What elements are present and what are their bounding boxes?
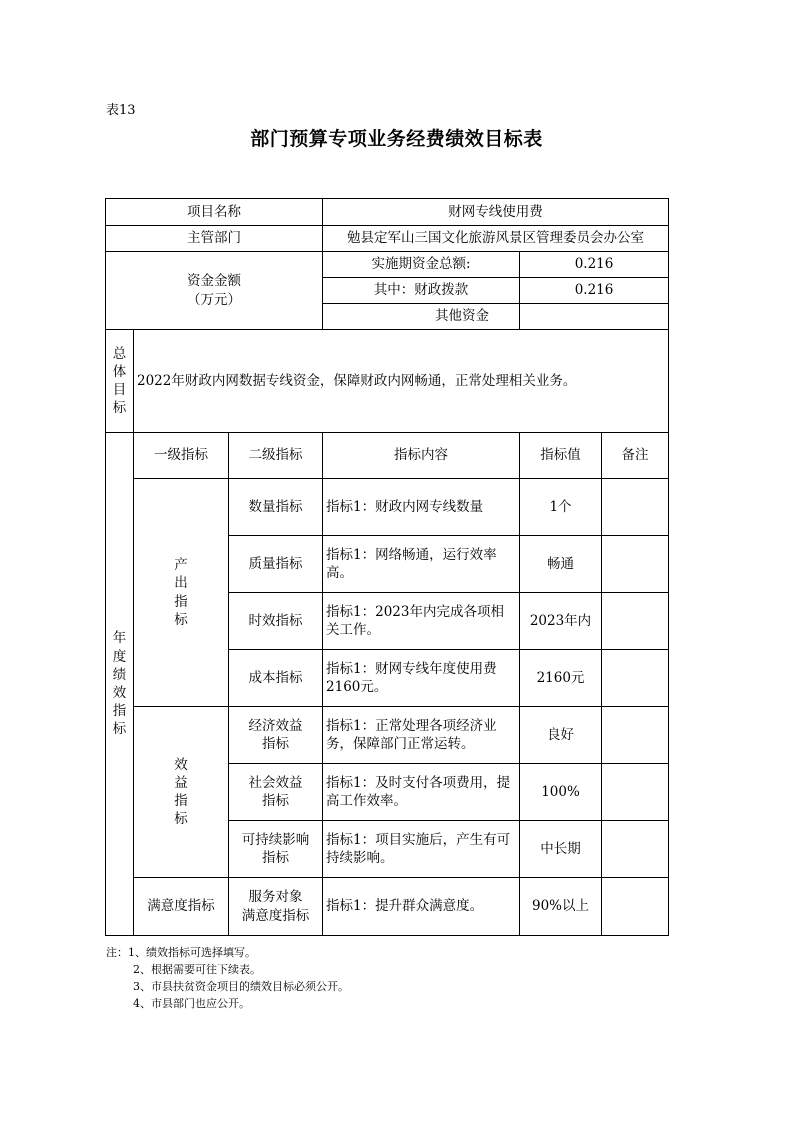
table-row (106, 479, 669, 536)
value-cell: 1个 (520, 479, 602, 536)
funds-other-value (520, 304, 669, 330)
level2-cell: 社会效益 指标 (229, 764, 323, 821)
header-level1: 一级指标 (134, 433, 229, 479)
project-name-value: 财网专线使用费 (323, 199, 669, 226)
content-cell: 指标1：财政内网专线数量 (323, 479, 520, 536)
indicator-header-row (106, 433, 669, 479)
funds-fiscal-value: 0.216 (520, 278, 669, 304)
annual-indicator-label: 年 度 绩 效 指 标 (106, 433, 134, 936)
note-2: 2、根据需要可往下续表。 (133, 963, 261, 976)
remark-cell (602, 479, 669, 536)
overall-goal-text: 2022年财政内网数据专线资金，保障财政内网畅通，正常处理相关业务。 (134, 330, 669, 433)
content-cell: 指标1：正常处理各项经济业务，保障部门正常运转。 (323, 707, 520, 764)
value-cell: 良好 (520, 707, 602, 764)
funds-label-line2: （万元） (187, 291, 241, 308)
value-cell: 2023年内 (520, 593, 602, 650)
content-cell: 指标1：2023年内完成各项相关工作。 (323, 593, 520, 650)
funds-fiscal-label: 其中：财政拨款 (323, 278, 520, 304)
note-4: 4、市县部门也应公开。 (133, 997, 250, 1010)
remark-cell (602, 593, 669, 650)
project-name-label: 项目名称 (106, 199, 323, 226)
funds-total-value: 0.216 (520, 252, 669, 278)
table-row (106, 878, 669, 936)
funds-label-line1: 资金金额 (187, 273, 241, 290)
value-cell: 100% (520, 764, 602, 821)
level2-cell: 可持续影响 指标 (229, 821, 323, 878)
remark-cell (602, 821, 669, 878)
table-row (106, 707, 669, 764)
output-indicator-label: 产 出 指 标 (134, 479, 229, 707)
satisfaction-indicator-label: 满意度指标 (134, 878, 229, 936)
header-content: 指标内容 (323, 433, 520, 479)
remark-cell (602, 707, 669, 764)
content-cell: 指标1：项目实施后，产生有可持续影响。 (323, 821, 520, 878)
value-cell: 2160元 (520, 650, 602, 707)
remark-cell (602, 650, 669, 707)
value-cell: 90%以上 (520, 878, 602, 936)
department-value: 勉县定军山三国文化旅游风景区管理委员会办公室 (323, 226, 669, 252)
remark-cell (602, 764, 669, 821)
project-name-row (106, 199, 669, 226)
overall-goal-row (106, 330, 669, 433)
note-1: 注：1、绩效指标可选择填写。 (106, 946, 256, 959)
page-title: 部门预算专项业务经费绩效目标表 (250, 128, 543, 150)
content-cell: 指标1：提升群众满意度。 (323, 878, 520, 936)
header-remark: 备注 (602, 433, 669, 479)
content-cell: 指标1：网络畅通，运行效率高。 (323, 536, 520, 593)
funds-total-label: 实施期资金总额: (323, 252, 520, 278)
funds-total-row (106, 252, 669, 278)
level2-cell: 时效指标 (229, 593, 323, 650)
header-value: 指标值 (520, 433, 602, 479)
note-3: 3、市县扶贫资金项目的绩效目标必须公开。 (133, 980, 349, 993)
overall-goal-label: 总 体 目 标 (106, 330, 134, 433)
performance-target-table (105, 198, 669, 936)
level2-cell: 质量指标 (229, 536, 323, 593)
value-cell: 畅通 (520, 536, 602, 593)
remark-cell (602, 536, 669, 593)
content-cell: 指标1：及时支付各项费用，提高工作效率。 (323, 764, 520, 821)
funds-other-label: 其他资金 (323, 304, 520, 330)
level2-cell: 经济效益 指标 (229, 707, 323, 764)
content-cell: 指标1：财网专线年度使用费2160元。 (323, 650, 520, 707)
notes (106, 944, 349, 1012)
level2-cell: 服务对象 满意度指标 (229, 878, 323, 936)
department-label: 主管部门 (106, 226, 323, 252)
value-cell: 中长期 (520, 821, 602, 878)
header-level2: 二级指标 (229, 433, 323, 479)
benefit-indicator-label: 效 益 指 标 (134, 707, 229, 878)
table-number: 表13 (106, 103, 136, 118)
level2-cell: 成本指标 (229, 650, 323, 707)
funds-label (106, 252, 323, 330)
remark-cell (602, 878, 669, 936)
department-row (106, 226, 669, 252)
level2-cell: 数量指标 (229, 479, 323, 536)
